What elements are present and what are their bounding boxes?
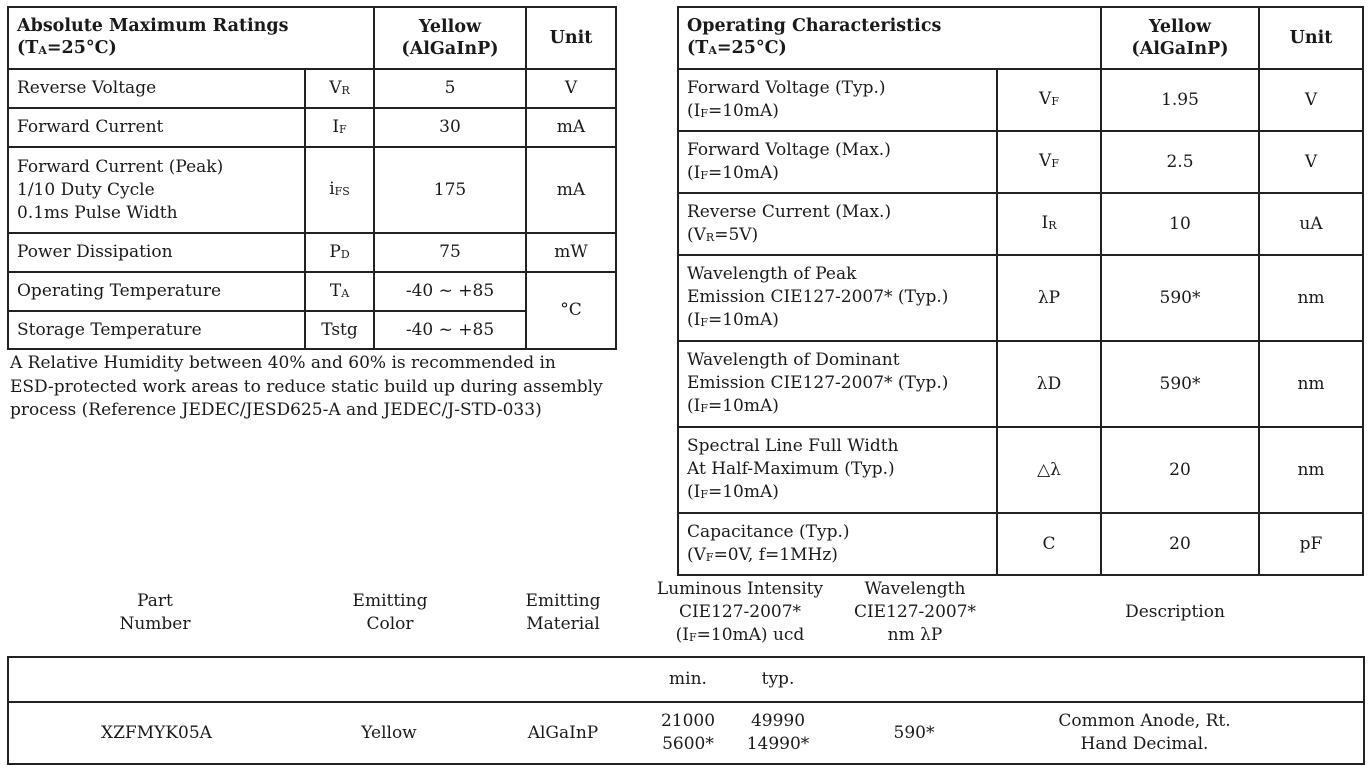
header-sub: F	[689, 631, 697, 644]
description-value	[996, 702, 1364, 764]
oc-param-line: Spectral Line Full Width	[687, 436, 899, 456]
amr-param-line: 1/10 Duty Cycle	[17, 179, 155, 200]
description-line: Hand Decimal.	[1080, 734, 1209, 754]
amr-unit: V	[526, 69, 616, 108]
oc-symbol	[997, 193, 1101, 255]
amr-title	[8, 7, 374, 69]
luminous-min-2: 5600*	[662, 734, 714, 754]
oc-cond-sub: F	[700, 168, 708, 182]
emitting-material: AlGaInP	[474, 702, 652, 764]
oc-value: 10	[1101, 193, 1259, 255]
amr-value: -40 ~ +85	[374, 272, 526, 311]
luminous-min	[652, 702, 724, 764]
amr-param	[8, 147, 305, 233]
amr-sym: P	[329, 241, 341, 262]
note-line: process (Reference JEDEC/JESD625-A and JEDEC/J-STD-033)	[10, 400, 542, 420]
amr-unit: °C	[526, 272, 616, 349]
oc-param	[678, 131, 997, 193]
amr-sym: I	[332, 116, 340, 137]
amr-sym-sub: D	[340, 247, 350, 261]
amr-param: Operating Temperature	[8, 272, 305, 311]
empty-cell	[8, 657, 304, 702]
oc-cond: (I	[687, 162, 701, 183]
oc-symbol: C	[997, 513, 1101, 575]
oc-sym-sub: R	[1048, 219, 1057, 232]
oc-row	[678, 69, 1363, 131]
amr-row	[8, 147, 616, 233]
oc-param-line: Wavelength of Dominant	[687, 350, 900, 370]
oc-col-unit: Unit	[1259, 7, 1363, 69]
oc-cond-sub: F	[700, 402, 708, 415]
luminous-min-1: 21000	[660, 711, 716, 731]
header-line: CIE127-2007*	[853, 602, 977, 622]
oc-param	[678, 255, 997, 341]
amr-unit: mA	[526, 147, 616, 233]
amr-title-text: Absolute Maximum Ratings	[17, 16, 289, 36]
amr-sym: T	[329, 280, 342, 301]
humidity-note	[10, 352, 650, 423]
oc-col-material	[1101, 7, 1259, 69]
amr-param: Reverse Voltage	[8, 69, 305, 108]
empty-cell	[996, 657, 1364, 702]
amr-symbol	[305, 233, 374, 272]
oc-param	[678, 69, 997, 131]
oc-row	[678, 513, 1363, 575]
amr-cond: (T	[17, 38, 39, 58]
emitting-color-header	[310, 590, 470, 636]
oc-cond-sub: F	[700, 316, 708, 329]
oc-cond-sub: F	[700, 106, 708, 120]
oc-cond-post: =0V, f=1MHz)	[713, 544, 838, 565]
amr-unit: mA	[526, 108, 616, 147]
amr-symbol	[305, 69, 374, 108]
amr-sym-sub: A	[341, 286, 350, 300]
oc-param-line: Forward Voltage (Max.)	[687, 139, 891, 160]
amr-symbol	[305, 108, 374, 147]
amr-symbol	[305, 147, 374, 233]
amr-symbol: Tstg	[305, 311, 374, 349]
description-header: Description	[1125, 602, 1225, 622]
amr-value: 175	[374, 147, 526, 233]
oc-cond-sub: R	[705, 230, 715, 244]
oc-col-material-1: Yellow	[1148, 17, 1212, 37]
oc-cond: (V	[687, 544, 706, 565]
oc-cond-post: =5V)	[714, 224, 759, 245]
oc-unit: pF	[1259, 513, 1363, 575]
header-line: Number	[119, 614, 191, 634]
oc-sym-sub: F	[1051, 95, 1059, 108]
amr-header-row	[8, 7, 616, 69]
oc-cond-post: =10mA)	[708, 396, 779, 416]
oc-cond: (T	[687, 38, 709, 58]
oc-unit: nm	[1259, 255, 1363, 341]
oc-unit: V	[1259, 69, 1363, 131]
amr-param: Storage Temperature	[8, 311, 305, 349]
oc-value: 590*	[1101, 341, 1259, 427]
oc-sym-sub: F	[1051, 157, 1059, 170]
oc-row	[678, 427, 1363, 513]
header-line: nm λP	[887, 625, 943, 645]
header-line: Material	[526, 614, 600, 634]
wavelength-value: 590*	[832, 702, 996, 764]
amr-value: 30	[374, 108, 526, 147]
operating-characteristics-table	[677, 6, 1364, 576]
oc-cond-post: =10mA)	[708, 100, 779, 121]
note-line: A Relative Humidity between 40% and 60% is recommended in	[10, 353, 556, 373]
luminous-intensity-header	[645, 578, 835, 648]
header-line: Wavelength	[864, 579, 966, 599]
oc-param	[678, 427, 997, 513]
amr-param-line: Forward Current (Peak)	[17, 156, 224, 177]
oc-param-line: At Half-Maximum (Typ.)	[687, 459, 895, 479]
oc-cond-post: =10mA)	[708, 310, 779, 330]
oc-sym: I	[1041, 213, 1049, 233]
oc-cond: (I	[687, 396, 701, 416]
amr-sym: i	[329, 179, 335, 199]
oc-row	[678, 193, 1363, 255]
oc-title-text: Operating Characteristics	[687, 16, 942, 36]
empty-cell	[474, 657, 652, 702]
oc-cond: (I	[687, 482, 701, 502]
oc-row	[678, 131, 1363, 193]
description-line: Common Anode, Rt.	[1058, 711, 1231, 731]
oc-sym: V	[1039, 89, 1052, 109]
part-number: XZFMYK05A	[8, 702, 304, 764]
oc-sym: V	[1039, 151, 1052, 171]
oc-param-line: Wavelength of Peak	[687, 264, 857, 284]
oc-cond-sub: F	[705, 550, 714, 564]
emitting-color: Yellow	[304, 702, 474, 764]
amr-row	[8, 108, 616, 147]
oc-cond-sub: F	[700, 488, 708, 501]
oc-header-row	[678, 7, 1363, 69]
header-line: (I	[675, 625, 690, 645]
wavelength-header	[840, 578, 990, 647]
oc-param-line: Emission CIE127-2007* (Typ.)	[687, 373, 949, 393]
oc-cond-post: =10mA)	[708, 162, 779, 183]
parts-subheader-row	[8, 657, 1364, 702]
amr-sym-sub: F	[339, 122, 347, 136]
emitting-material-header	[483, 590, 643, 636]
amr-param: Power Dissipation	[8, 233, 305, 272]
oc-unit: nm	[1259, 427, 1363, 513]
amr-sym: V	[329, 77, 342, 98]
empty-cell	[832, 657, 996, 702]
oc-cond: (I	[687, 100, 701, 121]
oc-cond: (V	[687, 224, 706, 245]
part-number-header	[75, 590, 235, 636]
amr-cond-post: =25°C)	[46, 38, 117, 58]
amr-value: -40 ~ +85	[374, 311, 526, 349]
parts-header	[7, 578, 1363, 656]
oc-param-line: Reverse Current (Max.)	[687, 201, 892, 222]
oc-cond-sub: A	[708, 44, 717, 57]
header-line: Emitting	[352, 591, 428, 611]
oc-unit: nm	[1259, 341, 1363, 427]
amr-param: Forward Current	[8, 108, 305, 147]
oc-param-line: Forward Voltage (Typ.)	[687, 77, 886, 98]
empty-cell	[304, 657, 474, 702]
header-line: CIE127-2007*	[678, 602, 802, 622]
absolute-max-ratings-table	[7, 6, 617, 350]
oc-value: 1.95	[1101, 69, 1259, 131]
amr-row	[8, 69, 616, 108]
typ-header: typ.	[724, 657, 832, 702]
header-line: Part	[137, 591, 173, 611]
oc-symbol: △λ	[997, 427, 1101, 513]
header-line: Color	[366, 614, 414, 634]
luminous-typ-2: 14990*	[746, 734, 810, 754]
amr-col-material	[374, 7, 526, 69]
oc-cond: (I	[687, 310, 701, 330]
oc-cond-post: =10mA)	[708, 482, 779, 502]
luminous-typ	[724, 702, 832, 764]
oc-title	[678, 7, 1101, 69]
oc-param-line: Capacitance (Typ.)	[687, 521, 850, 542]
oc-value: 2.5	[1101, 131, 1259, 193]
min-header: min.	[652, 657, 724, 702]
table-row	[8, 702, 1364, 764]
oc-param	[678, 513, 997, 575]
header-line: =10mA) ucd	[696, 625, 805, 645]
amr-row	[8, 272, 616, 311]
amr-col-material-1: Yellow	[418, 17, 482, 37]
oc-unit: V	[1259, 131, 1363, 193]
oc-unit: uA	[1259, 193, 1363, 255]
parts-table	[7, 656, 1365, 765]
oc-symbol	[997, 131, 1101, 193]
oc-row	[678, 341, 1363, 427]
amr-symbol	[305, 272, 374, 311]
amr-unit: mW	[526, 233, 616, 272]
oc-value: 20	[1101, 427, 1259, 513]
amr-col-unit: Unit	[526, 7, 616, 69]
luminous-typ-1: 49990	[750, 711, 806, 731]
amr-param-line: 0.1ms Pulse Width	[17, 202, 178, 223]
amr-value: 5	[374, 69, 526, 108]
oc-param	[678, 341, 997, 427]
amr-row	[8, 233, 616, 272]
oc-param-line: Emission CIE127-2007* (Typ.)	[687, 287, 949, 307]
oc-value: 20	[1101, 513, 1259, 575]
header-line: Luminous Intensity	[656, 579, 824, 599]
oc-symbol: λD	[997, 341, 1101, 427]
amr-row	[8, 311, 616, 349]
note-line: ESD-protected work areas to reduce static build up during assembly	[10, 376, 603, 397]
oc-symbol	[997, 69, 1101, 131]
oc-cond-post: =25°C)	[716, 38, 787, 58]
amr-cond-sub: A	[38, 44, 47, 57]
amr-value: 75	[374, 233, 526, 272]
oc-value: 590*	[1101, 255, 1259, 341]
oc-row	[678, 255, 1363, 341]
oc-symbol: λP	[997, 255, 1101, 341]
amr-sym-sub: R	[341, 83, 350, 97]
amr-col-material-2: (AlGaInP)	[401, 39, 499, 59]
oc-param	[678, 193, 997, 255]
amr-sym-sub: FS	[334, 185, 350, 198]
oc-col-material-2: (AlGaInP)	[1131, 39, 1229, 59]
header-line: Emitting	[525, 591, 601, 611]
